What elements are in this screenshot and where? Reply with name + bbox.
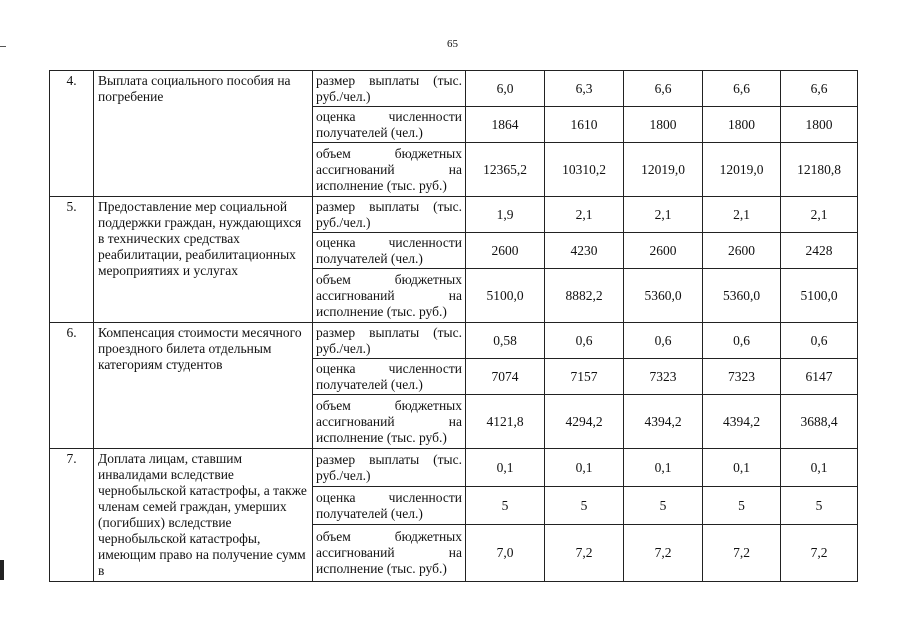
value-cell: 0,58 [466,323,545,359]
value-cell: 5360,0 [703,269,781,323]
measure-name: Выплата социального пособия на погребение [94,71,313,197]
value-cell: 2428 [781,233,858,269]
value-cell: 8882,2 [545,269,624,323]
value-cell: 5360,0 [624,269,703,323]
value-cell: 12019,0 [624,143,703,197]
value-cell: 4394,2 [703,395,781,449]
value-cell: 0,6 [703,323,781,359]
value-cell: 12019,0 [703,143,781,197]
row-number: 4. [50,71,94,197]
value-cell: 1800 [781,107,858,143]
indicator-label: оценка численности получателей (чел.) [313,487,466,525]
measure-name: Компенсация стоимости месячного проездного билета отдельным категориям студентов [94,323,313,449]
value-cell: 0,1 [545,449,624,487]
indicator-label: размер выплаты (тыс. руб./чел.) [313,449,466,487]
value-cell: 2,1 [703,197,781,233]
indicator-label: оценка численности получателей (чел.) [313,359,466,395]
value-cell: 4121,8 [466,395,545,449]
indicator-label: оценка численности получателей (чел.) [313,107,466,143]
value-cell: 1800 [703,107,781,143]
table-row [50,197,858,233]
table-row [50,323,858,359]
value-cell: 7,2 [781,525,858,582]
value-cell: 2600 [624,233,703,269]
value-cell: 0,6 [545,323,624,359]
page-number: 65 [447,38,458,50]
value-cell: 4230 [545,233,624,269]
row-number: 7. [50,449,94,582]
indicator-label: размер выплаты (тыс. руб./чел.) [313,71,466,107]
value-cell: 6147 [781,359,858,395]
value-cell: 2,1 [624,197,703,233]
value-cell: 7,0 [466,525,545,582]
value-cell: 1,9 [466,197,545,233]
value-cell: 0,1 [703,449,781,487]
value-cell: 2600 [703,233,781,269]
value-cell: 1864 [466,107,545,143]
value-cell: 0,6 [624,323,703,359]
value-cell: 7074 [466,359,545,395]
indicator-label: объем бюджетных ассигнований на исполнение (тыс. руб.) [313,395,466,449]
value-cell: 6,0 [466,71,545,107]
value-cell: 6,3 [545,71,624,107]
indicator-label: оценка численности получателей (чел.) [313,233,466,269]
value-cell: 5 [624,487,703,525]
value-cell: 5100,0 [466,269,545,323]
value-cell: 7157 [545,359,624,395]
value-cell: 3688,4 [781,395,858,449]
table-row [50,71,858,107]
value-cell: 2,1 [781,197,858,233]
value-cell: 7,2 [624,525,703,582]
value-cell: 7323 [624,359,703,395]
value-cell: 12365,2 [466,143,545,197]
value-cell: 0,1 [624,449,703,487]
value-cell: 0,6 [781,323,858,359]
value-cell: 2,1 [545,197,624,233]
value-cell: 7323 [703,359,781,395]
value-cell: 6,6 [781,71,858,107]
budget-table [49,70,858,582]
value-cell: 5 [703,487,781,525]
value-cell: 6,6 [624,71,703,107]
indicator-label: объем бюджетных ассигнований на исполнение (тыс. руб.) [313,269,466,323]
value-cell: 6,6 [703,71,781,107]
value-cell: 4294,2 [545,395,624,449]
table-row [50,449,858,487]
row-number: 6. [50,323,94,449]
indicator-label: размер выплаты (тыс. руб./чел.) [313,197,466,233]
measure-name: Доплата лицам, ставшим инвалидами вследствие чернобыльской катастрофы, а также членам семей граждан, умерших (погибших) вследствие чернобыльской катастрофы, имеющим право на получение сумм в [94,449,313,582]
indicator-label: размер выплаты (тыс. руб./чел.) [313,323,466,359]
indicator-label: объем бюджетных ассигнований на исполнение (тыс. руб.) [313,525,466,582]
value-cell: 7,2 [545,525,624,582]
value-cell: 7,2 [703,525,781,582]
table-body [50,71,858,582]
indicator-label: объем бюджетных ассигнований на исполнение (тыс. руб.) [313,143,466,197]
row-number: 5. [50,197,94,323]
value-cell: 1610 [545,107,624,143]
value-cell: 5100,0 [781,269,858,323]
value-cell: 0,1 [781,449,858,487]
measure-name: Предоставление мер социальной поддержки граждан, нуждающихся в технических средствах реабилитации, реабилитационных мероприятиях и услугах [94,197,313,323]
value-cell: 0,1 [466,449,545,487]
value-cell: 2600 [466,233,545,269]
value-cell: 5 [545,487,624,525]
scan-edge-bar [0,560,4,580]
value-cell: 5 [466,487,545,525]
value-cell: 5 [781,487,858,525]
value-cell: 4394,2 [624,395,703,449]
value-cell: 10310,2 [545,143,624,197]
value-cell: 1800 [624,107,703,143]
value-cell: 12180,8 [781,143,858,197]
